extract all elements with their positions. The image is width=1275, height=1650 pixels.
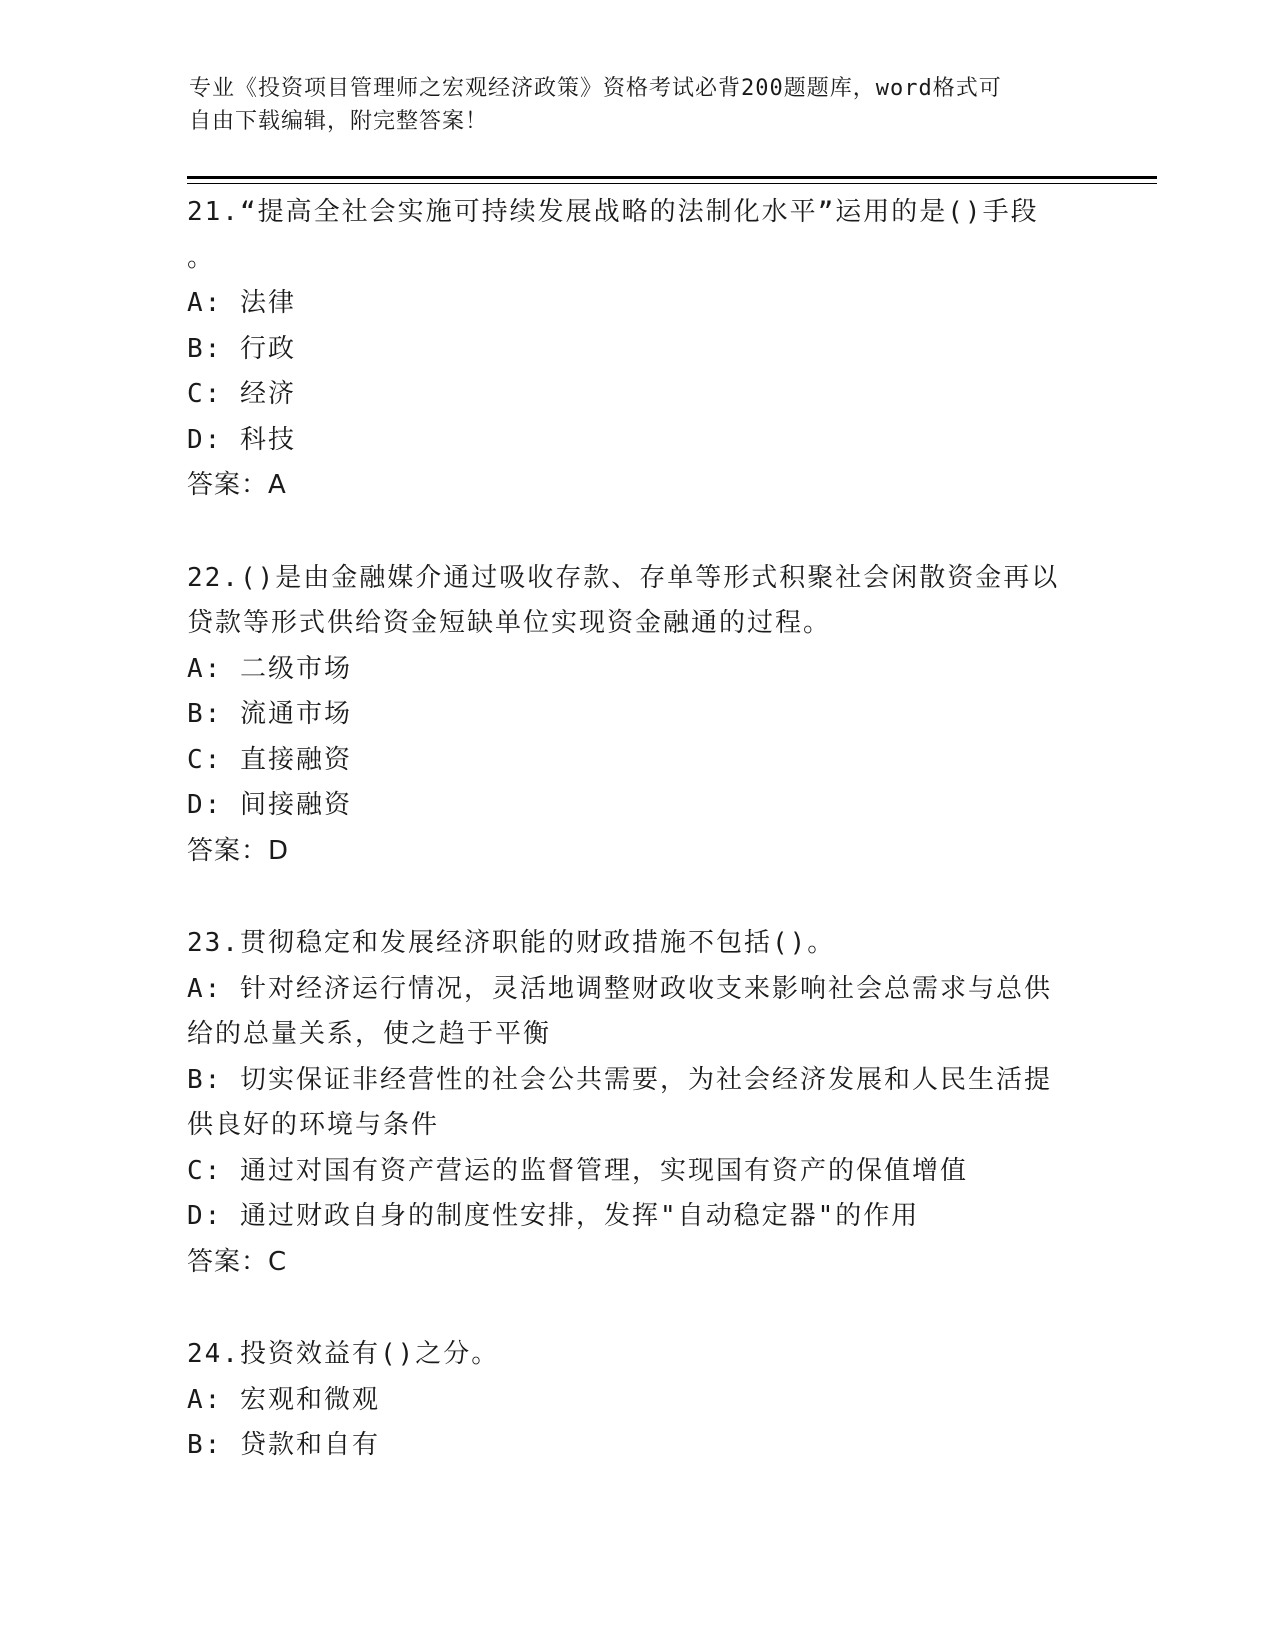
- option-c: C: 通过对国有资产营运的监督管理，实现国有资产的保值增值: [187, 1155, 968, 1186]
- option-b: B: 贷款和自有: [187, 1430, 380, 1460]
- option-b-continued: 供良好的环境与条件: [187, 1110, 440, 1140]
- question-stem-continued: 贷款等形式供给资金短缺单位实现资金融通的过程。: [187, 608, 832, 638]
- option-b: B: 行政: [187, 333, 296, 364]
- question-list: [187, 190, 1077, 1516]
- question-21: [187, 190, 1077, 509]
- question-stem: 21.“提高全社会实施可持续发展战略的法制化水平”运用的是()手段: [187, 197, 1039, 227]
- header-divider-thin: [187, 183, 1157, 184]
- option-a-continued: 给的总量关系，使之趋于平衡: [187, 1019, 552, 1049]
- question-stem: 24.投资效益有()之分。: [187, 1339, 500, 1369]
- option-a: A: 二级市场: [187, 653, 352, 684]
- question-24: [187, 1332, 1077, 1469]
- option-c: C: 直接融资: [187, 744, 352, 775]
- answer-line: 答案：C: [187, 1246, 288, 1277]
- header-line-1: 专业《投资项目管理师之宏观经济政策》资格考试必背200题题库，word格式可: [189, 76, 1002, 101]
- answer-line: 答案：D: [187, 835, 290, 866]
- option-d: D: 通过财政自身的制度性安排，发挥"自动稳定器"的作用: [187, 1201, 920, 1231]
- header-line-2: 自由下载编辑，附完整答案！: [189, 109, 489, 134]
- option-a: A: 法律: [187, 288, 296, 318]
- question-stem: 22.()是由金融媒介通过吸收存款、存单等形式积聚社会闲散资金再以: [187, 562, 1060, 593]
- option-d: D: 科技: [187, 424, 296, 455]
- option-c: C: 经济: [187, 379, 296, 409]
- question-stem-continued: 。: [187, 242, 216, 273]
- question-stem: 23.贯彻稳定和发展经济职能的财政措施不包括()。: [187, 928, 836, 958]
- option-a: A: 宏观和微观: [187, 1384, 380, 1415]
- question-23: [187, 921, 1077, 1285]
- option-b: B: 切实保证非经营性的社会公共需要，为社会经济发展和人民生活提: [187, 1064, 1052, 1095]
- answer-line: 答案：A: [187, 470, 287, 500]
- option-b: B: 流通市场: [187, 699, 352, 729]
- option-d: D: 间接融资: [187, 790, 352, 820]
- question-22: [187, 556, 1077, 875]
- option-a: A: 针对经济运行情况，灵活地调整财政收支来影响社会总需求与总供: [187, 973, 1052, 1004]
- header-divider-thick: [187, 176, 1157, 179]
- document-header: [189, 72, 1069, 138]
